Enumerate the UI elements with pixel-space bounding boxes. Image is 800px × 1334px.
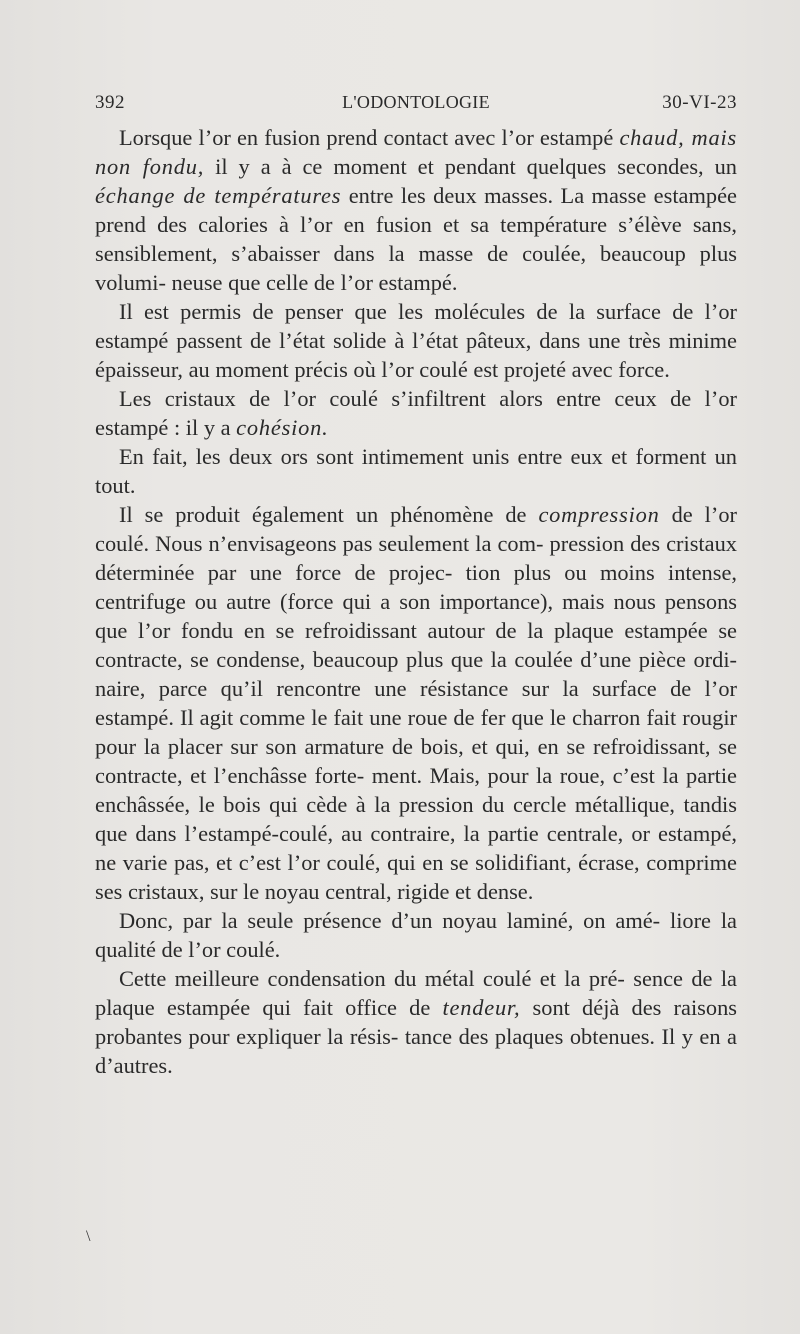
paragraph — [95, 906, 737, 964]
paragraph-text: entre les deux masses. La masse estampée prend des calories à l’or en fusion et sa température s’élève sans, sensiblement, s’abaisser dans la masse de coulée, beaucoup plus volumi- neuse que celle de l’or estampé. — [95, 183, 737, 295]
paragraph-text: sont déjà des raisons probantes pour expliquer la résis- tance des plaques obtenues. Il y en a d’autres. — [95, 995, 737, 1078]
paragraph — [95, 123, 737, 297]
stray-mark: \ — [86, 1228, 91, 1245]
paragraph-text: Il se produit également un phénomène de — [119, 502, 539, 527]
paragraph — [95, 442, 737, 500]
paragraph-text: Cette meilleure condensation du métal coulé et la pré- sence de la plaque estampée qui fait office de — [95, 966, 737, 1020]
paragraph-text: Les cristaux de l’or coulé s’infiltrent alors entre ceux de l’or estampé : il y a — [95, 386, 737, 440]
emphasis-text: échange de températures — [95, 183, 342, 208]
paragraph-text: Lorsque l’or en fusion prend contact avec l’or estampé — [119, 125, 620, 150]
body-text — [95, 123, 737, 1080]
page-number: 392 — [95, 92, 125, 113]
paragraph — [95, 964, 737, 1080]
paragraph-text: il y a à ce moment et pendant quelques secondes, un — [204, 154, 737, 179]
paragraph — [95, 297, 737, 384]
paragraph-text: En fait, les deux ors sont intimement unis entre eux et forment un tout. — [95, 444, 737, 498]
paragraph — [95, 384, 737, 442]
emphasis-text: cohésion. — [236, 415, 329, 440]
running-head — [95, 92, 737, 116]
paragraph-text: de l’or coulé. Nous n’envisageons pas seulement la com- pression des cristaux déterminée par une force de projec- tion plus ou moins intense, centrifuge ou autre (force qui a son importance), mais nous pensons que l’or fondu en se refroidissant autour de la plaque estampée se contracte, se condense, beaucoup plus que la coulée d’une pièce ordi- naire, parce qu’il rencontre une résistance sur la surface de l’or estampé. Il agit comme le fait une roue de fer que le charron fait rougir pour la placer sur son armature de bois, et qui, en se refroidissant, se contracte, et l’enchâsse forte- ment. Mais, pour la roue, c’est la partie enchâssée, le bois qui cède à la pression du cercle métallique, tandis que dans l’estampé-coulé, au contraire, la partie centrale, or estampé, ne varie pas, et c’est l’or coulé, qui en se solidifiant, écrase, comprime ses cristaux, sur le noyau central, rigide et dense. — [95, 502, 737, 904]
paragraph-text: Donc, par la seule présence d’un noyau laminé, on amé- liore la qualité de l’or coulé. — [95, 908, 737, 962]
emphasis-text: chaud, mais non fondu, — [95, 125, 737, 179]
issue-date: 30-VI-23 — [662, 92, 737, 113]
paragraph-text: Il est permis de penser que les molécules de la surface de l’or estampé passent de l’état solide à l’état pâteux, dans une très minime épaisseur, au moment précis où l’or coulé est projeté avec force. — [95, 299, 737, 382]
emphasis-text: compression — [538, 502, 660, 527]
journal-title: L'ODONTOLOGIE — [342, 92, 490, 112]
emphasis-text: tendeur, — [442, 995, 521, 1020]
paragraph — [95, 500, 737, 906]
